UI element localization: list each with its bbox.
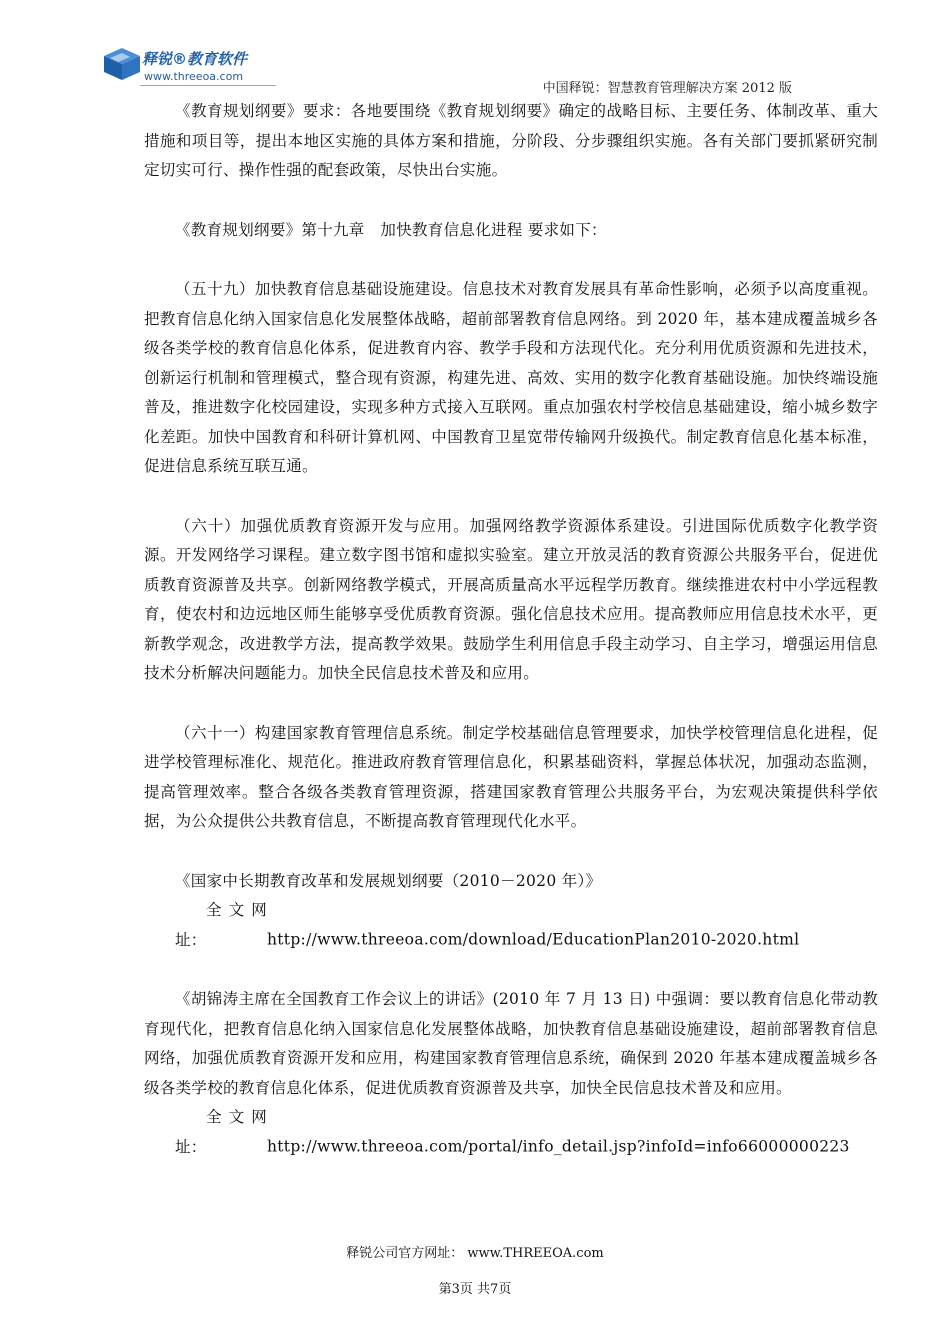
logo-brand-text: 释锐®教育软件 xyxy=(142,50,248,68)
document-body xyxy=(144,97,878,1162)
company-logo xyxy=(100,44,278,90)
document-header-title: 中国释锐：智慧教育管理解决方案 2012 版 xyxy=(542,81,792,96)
paragraph-item-59: （五十九）加快教育信息基础设施建设。信息技术对教育发展具有革命性影响，必须予以高度重视。把教育信息化纳入国家信息化发展整体战略，超前部署教育信息网络。到 2020 年，基本建成覆盖城乡各级各类学校的教育信息化体系，促进教育内容、教学手段和方法现代化。充分利用优质资源和先进技术，创新运行机制和管理模式，整合现有资源，构建先进、高效、实用的数字化教育基础设施。加快终端设施普及，推进数字化校园建设，实现多种方式接入互联网。重点加强农村学校信息基础建设，缩小城乡数字化差距。加快中国教育和科研计算机网、中国教育卫星宽带传输网升级换代。制定教育信息化基本标准，促进信息系统互联互通。 xyxy=(144,280,878,475)
paragraph-chapter-19-intro: 《教育规划纲要》第十九章 加快教育信息化进程 要求如下： xyxy=(175,220,607,239)
page-number: 第3页 共7页 xyxy=(438,1282,512,1297)
logo-url-text: www.threeoa.com xyxy=(144,70,244,83)
url-label: 全文网址： xyxy=(175,1108,267,1156)
url-label: 全文网址： xyxy=(175,901,267,949)
reference-url-line-plan xyxy=(144,896,878,955)
footer-site: 释锐公司官方网址： www.THREEOA.com xyxy=(346,1246,604,1261)
reference-link-plan[interactable]: http://www.threeoa.com/download/EducationPlan2010-2020.html xyxy=(267,930,800,949)
logo-underline xyxy=(140,85,276,86)
paragraph-item-61: （六十一）构建国家教育管理信息系统。制定学校基础信息管理要求，加快学校管理信息化进程，促进学校管理标准化、规范化。推进政府教育管理信息化，积累基础资料，掌握总体状况，加强动态监测，提高管理效率。整合各级各类教育管理资源，搭建国家教育管理公共服务平台，为宏观决策提供科学依据，为公众提供公共教育信息，不断提高教育管理现代化水平。 xyxy=(144,723,878,830)
paragraph-plan-requirement: 《教育规划纲要》要求：各地要围绕《教育规划纲要》确定的战略目标、主要任务、体制改革、重大措施和项目等，提出本地区实施的具体方案和措施，分阶段、分步骤组织实施。各有关部门要抓紧研究制定切实可行、操作性强的配套政策，尽快出台实施。 xyxy=(144,102,878,179)
reference-title-plan: 《国家中长期教育改革和发展规划纲要（2010－2020 年）》 xyxy=(175,871,602,890)
cube-logo-icon xyxy=(100,46,142,82)
paragraph-hu-speech: 《胡锦涛主席在全国教育工作会议上的讲话》(2010 年 7 月 13 日) 中强调：要以教育信息化带动教育现代化，把教育信息化纳入国家信息化发展整体战略，加快教育信息基础设施建设，超前部署教育信息网络，加强优质教育资源开发和应用，构建国家教育管理信息系统，确保到 2020 年基本建成覆盖城乡各级各类学校的教育信息化体系，促进优质教育资源普及共享，加快全民信息技术普及和应用。 xyxy=(144,990,878,1097)
reference-url-line-speech xyxy=(144,1103,878,1162)
reference-link-speech[interactable]: http://www.threeoa.com/portal/info_detail.jsp?infoId=info66000000223 xyxy=(267,1137,850,1156)
paragraph-item-60: （六十）加强优质教育资源开发与应用。加强网络教学资源体系建设。引进国际优质数字化教学资源。开发网络学习课程。建立数字图书馆和虚拟实验室。建立开放灵活的教育资源公共服务平台，促进优质教育资源普及共享。创新网络教学模式，开展高质量高水平远程学历教育。继续推进农村中小学远程教育，使农村和边远地区师生能够享受优质教育资源。强化信息技术应用。提高教师应用信息技术水平，更新教学观念，改进教学方法，提高教学效果。鼓励学生利用信息手段主动学习、自主学习，增强运用信息技术分析解决问题能力。加快全民信息技术普及和应用。 xyxy=(144,516,878,682)
